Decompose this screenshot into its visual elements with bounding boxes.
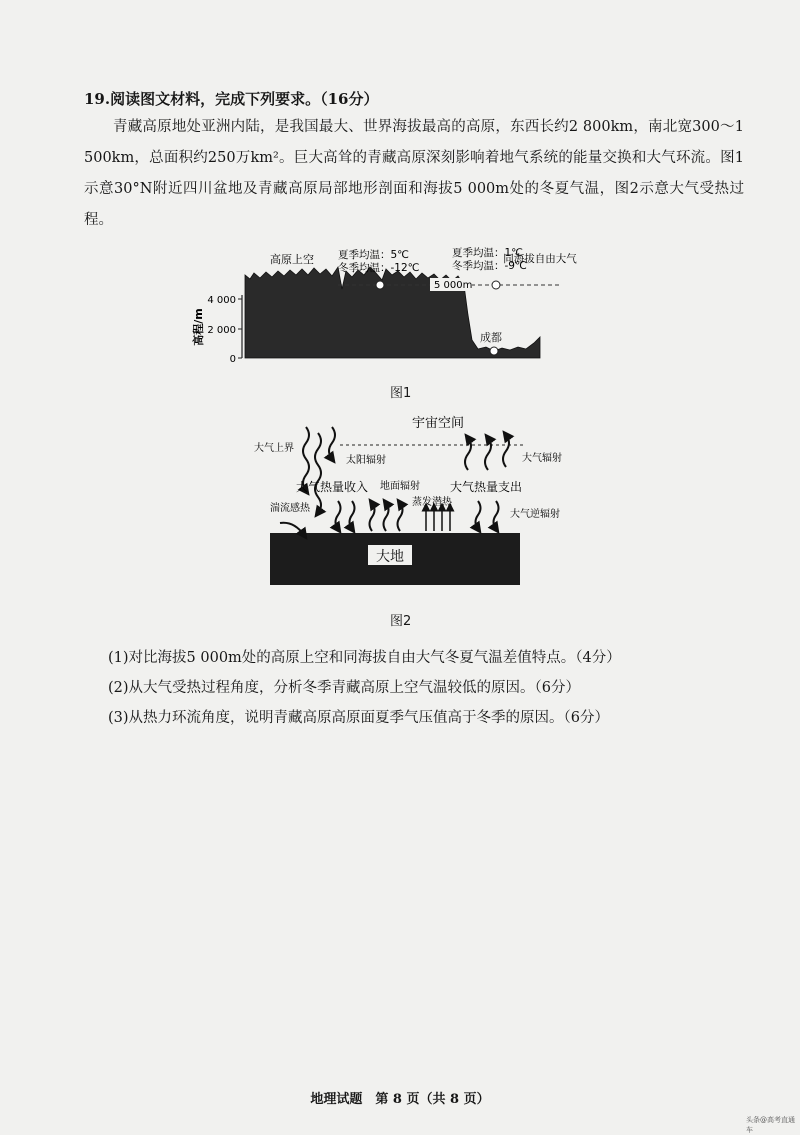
y-tick-label-2000: 2 000 <box>207 325 236 336</box>
page-footer: 地理试题 第 8 页（共 8 页） <box>310 1092 490 1107</box>
free-air-marker <box>492 281 500 289</box>
figure-2-caption: 图2 <box>390 614 412 629</box>
free-air-winter-temp: 冬季均温：-9℃ <box>452 260 527 272</box>
chengdu-label: 成都 <box>480 331 502 344</box>
atmos-wave-1 <box>465 438 471 470</box>
heating-process-diagram <box>240 405 562 587</box>
counter-radiation-label: 大气逆辐射 <box>510 509 560 520</box>
atmos-radiation-label: 大气辐射 <box>522 453 562 464</box>
sub-question-1: (1)对比海拔5 000m处的高原上空和同海拔自由大气冬夏气温差值特点。（4分） <box>108 650 621 666</box>
space-label: 宇宙空间 <box>412 416 465 431</box>
plateau-marker <box>376 281 384 289</box>
latent-heat-label: 蒸发潜热 <box>412 497 452 508</box>
figure-1 <box>190 245 577 374</box>
solar-radiation-label: 太阳辐射 <box>346 455 386 466</box>
question-paragraph: 青藏高原地处亚洲内陆，是我国最大、世界海拔最高的高原，东西长约2 800km，南北宽300～1 500km，总面积约250万km²。巨大高耸的青藏高原深刻影响着地气系统的能量交换和大气环流。图1示意30°N附近四川盆地及青藏高原局部地形剖面和海拔5 000m处的冬夏气温，图2示意大气受热过程。 <box>84 119 744 228</box>
question-heading: 19.阅读图文材料，完成下列要求。（16分） <box>84 90 379 108</box>
atmosphere-top-label: 大气上界 <box>254 443 294 454</box>
heat-expenditure-label: 大气热量支出 <box>450 480 523 494</box>
counter-wave-2 <box>494 501 499 529</box>
y-tick-label-0: 0 <box>229 354 236 365</box>
income-wave-1 <box>336 501 341 529</box>
income-wave-2 <box>350 501 355 529</box>
free-air-summer-temp: 夏季均温：1℃ <box>452 247 523 259</box>
ground-radiation-label: 地面辐射 <box>380 481 420 492</box>
plateau-summer-temp: 夏季均温：5℃ <box>338 249 409 261</box>
plateau-label: 高原上空 <box>270 253 314 266</box>
ground-wave-3 <box>398 503 403 531</box>
chengdu-marker <box>490 347 498 355</box>
ground-wave-2 <box>384 503 389 531</box>
y-axis-label: 高程/m <box>192 308 205 346</box>
ground-wave-1 <box>370 503 375 531</box>
sub-question-3: (3)从热力环流角度，说明青藏高原高原面夏季气压值高于冬季的原因。（6分） <box>108 710 610 726</box>
plateau-winter-temp: 冬季均温：-12℃ <box>338 262 420 274</box>
ground-label: 大地 <box>376 549 404 565</box>
free-air-label: 同海拔自由大气 <box>503 253 577 265</box>
atmos-wave-3 <box>503 435 509 467</box>
corner-watermark: 头条@高考直通车 <box>746 1116 795 1134</box>
solar-wave-2 <box>315 433 321 513</box>
counter-wave-1 <box>476 501 481 529</box>
heat-income-label: 大气热量收入 <box>296 480 369 494</box>
sensible-heat-label: 湍流感热 <box>270 503 310 514</box>
altitude-label: 5 000m <box>434 280 473 291</box>
figure-1-caption: 图1 <box>390 386 412 401</box>
sub-question-2: (2)从大气受热过程角度，分析冬季青藏高原上空气温较低的原因。（6分） <box>108 680 581 696</box>
terrain-profile-chart <box>190 245 577 370</box>
figure-2 <box>240 405 562 591</box>
atmos-wave-2 <box>485 438 491 470</box>
solar-wave-3 <box>329 427 335 459</box>
y-tick-label-4000: 4 000 <box>207 295 236 306</box>
